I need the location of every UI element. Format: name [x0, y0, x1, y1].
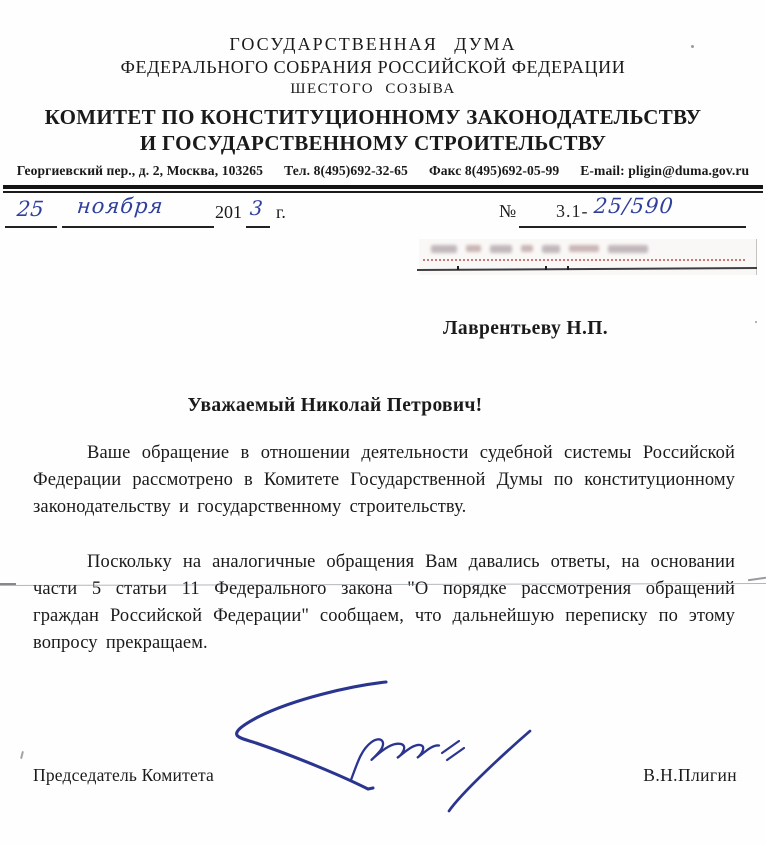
scan-speck — [755, 321, 757, 323]
doc-number-underline — [519, 226, 746, 228]
letterhead-phone: Тел. 8(495)692-32-65 — [284, 163, 408, 178]
letterhead-contact-line — [0, 163, 766, 179]
stamp-tick-mark — [545, 266, 547, 270]
date-day-underline — [5, 226, 57, 228]
date-year-suffix: г. — [276, 202, 286, 222]
signature-stroke-dashes — [442, 741, 464, 760]
doc-number-handwritten: 25/590 — [592, 194, 675, 218]
letterhead-address: Георгиевский пер., д. 2, Москва, 103265 — [16, 163, 264, 178]
stamp-tick-mark — [567, 266, 569, 270]
salutation-line — [0, 395, 766, 417]
salutation-text: Уважаемый Николай Петрович! — [187, 395, 483, 416]
handwritten-signature — [210, 652, 550, 822]
addressee-name: Лаврентьеву Н.П. — [443, 318, 609, 339]
body-paragraph-2: Поскольку на аналогичные обращения Вам давались ответы, на основании части 5 статьи 11 Федерального закона "О порядке рассмотрения обращений граждан Российской Федерации" сообщаем, что дальнейшую переписку по этому вопросу прекращаем. — [33, 552, 735, 653]
doc-number-sign: № — [499, 201, 517, 221]
scan-artifact-dash-right — [748, 577, 766, 581]
letterhead-email: E-mail: pligin@duma.gov.ru — [580, 163, 750, 178]
stamp-illegible-text-smudge — [431, 243, 743, 254]
date-year-underline — [246, 226, 270, 228]
date-month-handwritten: ноября — [75, 194, 165, 218]
scan-speck — [20, 751, 24, 759]
org-name-line2: ФЕДЕРАЛЬНОГО СОБРАНИЯ РОССИЙСКОЙ ФЕДЕРАЦИИ — [120, 57, 626, 77]
letterhead-divider-thin — [3, 191, 763, 193]
date-year-printed: 201 — [215, 202, 242, 222]
date-year-digit-handwritten: 3 — [248, 196, 264, 220]
date-day-handwritten: 25 — [15, 197, 45, 221]
scan-speck — [691, 45, 694, 48]
scan-artifact-dash-left — [0, 583, 16, 585]
stamp-dotted-line — [423, 259, 745, 261]
letterhead-fax: Факс 8(495)692-05-99 — [428, 163, 560, 178]
stamp-dark-line — [417, 267, 757, 271]
stamp-tick-mark — [457, 266, 459, 270]
letterhead-divider-thick — [3, 185, 763, 189]
signer-name: В.Н.Плигин — [643, 765, 737, 785]
committee-name-line1: КОМИТЕТ ПО КОНСТИТУЦИОННОМУ ЗАКОНОДАТЕЛЬСТВУ — [44, 105, 702, 129]
body-paragraph-1: Ваше обращение в отношении деятельности судебной системы Российской Федерации рассмотрено в Комитете Государственной Думы по конституционному законодательству и государственному строительству. — [33, 443, 735, 517]
faded-stamp-remnant — [419, 239, 757, 275]
committee-name-line2: И ГОСУДАРСТВЕННОМУ СТРОИТЕЛЬСТВУ — [139, 131, 607, 155]
doc-number-prefix: 3.1- — [556, 201, 589, 221]
date-month-underline — [62, 226, 214, 228]
org-name-line1: ГОСУДАРСТВЕННАЯ ДУМА — [229, 34, 517, 54]
convocation-line: ШЕСТОГО СОЗЫВА — [290, 81, 456, 97]
signer-position-title: Председатель Комитета — [33, 765, 214, 785]
